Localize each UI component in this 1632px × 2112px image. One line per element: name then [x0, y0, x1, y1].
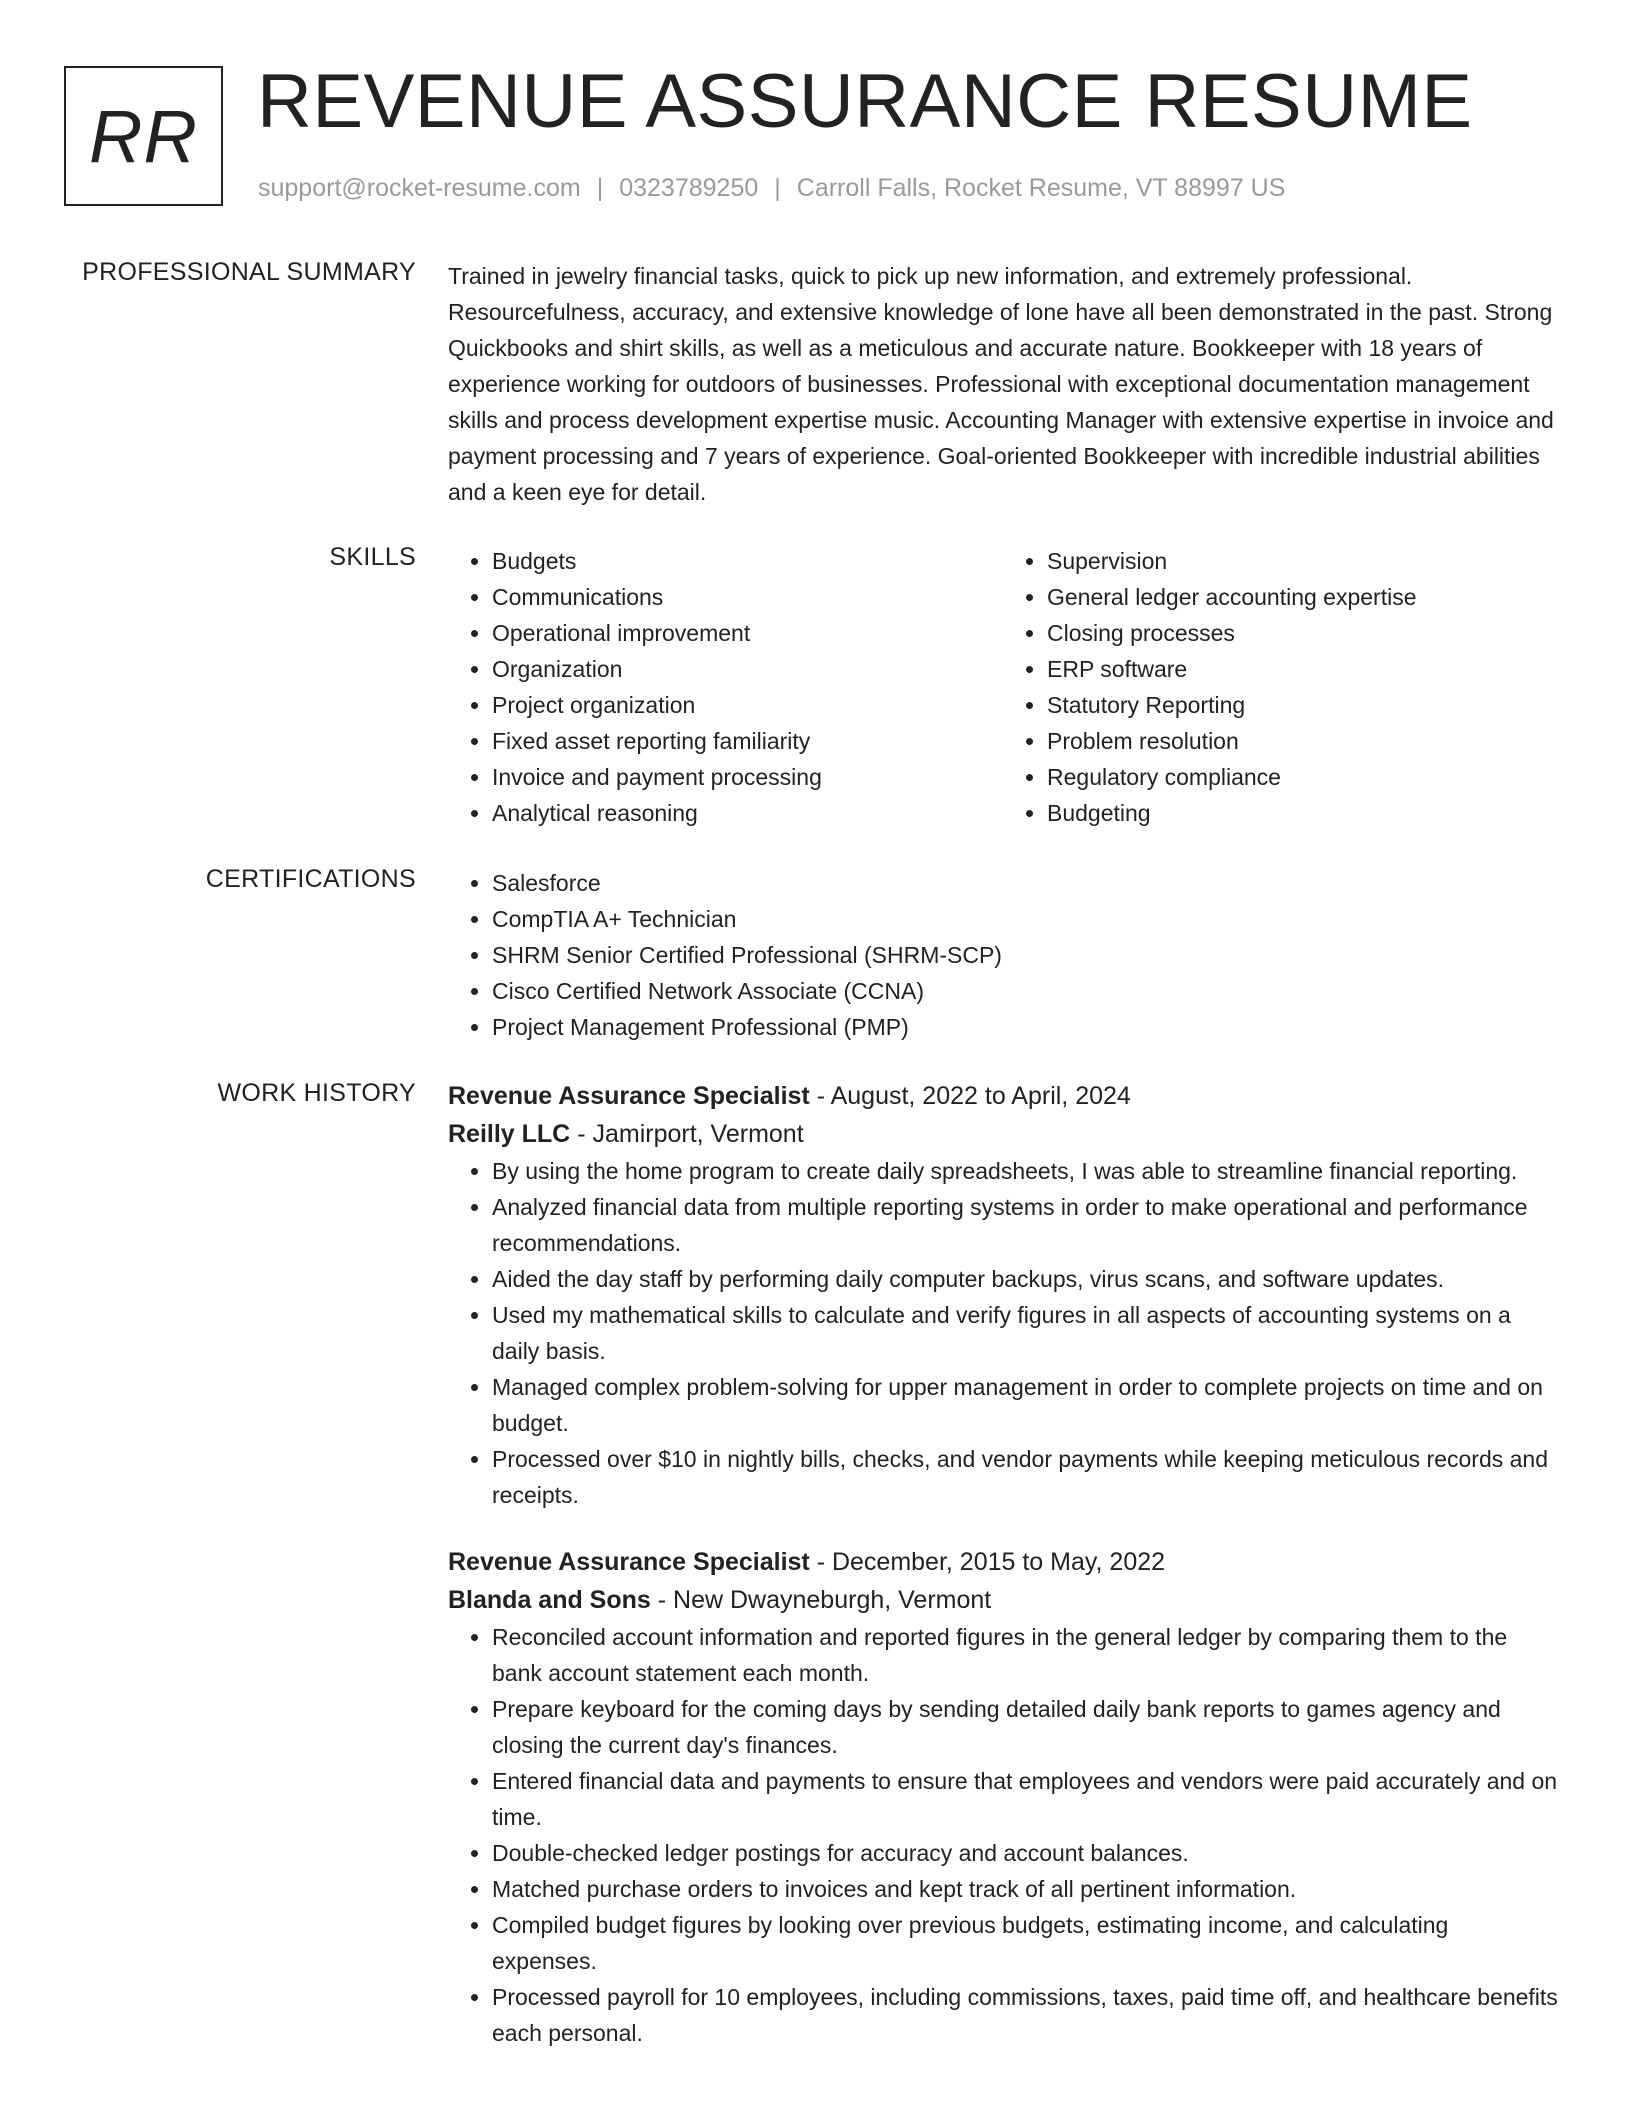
job-title-line: [448, 1543, 1558, 1581]
job-bullet: • Prepare keyboard for the coming days by sending detailed daily bank reports to games agency and closing the current day's finances.: [492, 1691, 1558, 1763]
job-bullet: • Matched purchase orders to invoices and kept track of all pertinent information.: [492, 1871, 1558, 1907]
certifications-list: [448, 865, 1558, 1045]
contact-separator: |: [596, 174, 604, 202]
summary-text: Trained in jewelry financial tasks, quick to pick up new information, and extremely professional. Resourcefulness, accuracy, and extensive knowledge of lone have all been demonstrated in the past. Strong Quickbooks and shirt skills, as well as a meticulous and accurate nature. Bookkeeper with 18 years of experience working for outdoors of businesses. Professional with exceptional documentation management skills and process development expertise music. Accounting Manager with extensive expertise in invoice and payment processing and 7 years of experience. Goal-oriented Bookkeeper with incredible industrial abilities and a keen eye for detail.: [448, 263, 1554, 505]
contact-phone: 0323789250: [619, 174, 759, 202]
certification-item: • Cisco Certified Network Associate (CCNA): [492, 973, 1558, 1009]
job-company: Blanda and Sons: [448, 1586, 651, 1614]
job-company-line: [448, 1115, 1558, 1153]
skill-item: • Invoice and payment processing: [492, 759, 1003, 795]
section-label: SKILLS: [329, 543, 416, 571]
job-bullet: • Reconciled account information and reported figures in the general ledger by comparing them to the bank account statement each month.: [492, 1619, 1558, 1691]
job-entry: [448, 1077, 1558, 1513]
contact-line: [258, 174, 1285, 203]
job-bullet: • Double-checked ledger postings for accuracy and account balances.: [492, 1835, 1558, 1871]
skill-item: • Budgets: [492, 543, 1003, 579]
certification-item: • SHRM Senior Certified Professional (SHRM-SCP): [492, 937, 1558, 973]
contact-separator: |: [774, 174, 781, 202]
skill-item: • Supervision: [1047, 543, 1558, 579]
job-dates: - December, 2015 to May, 2022: [809, 1548, 1166, 1576]
skills-body: [448, 543, 1558, 831]
skill-item: • Statutory Reporting: [1047, 687, 1558, 723]
skill-item: • Operational improvement: [492, 615, 1003, 651]
skills-right-list: [1003, 543, 1558, 831]
job-location: - New Dwayneburgh, Vermont: [650, 1586, 992, 1614]
job-bullet: • Processed payroll for 10 employees, including commissions, taxes, paid time off, and healthcare benefits each personal.: [492, 1979, 1558, 2051]
skills-left-list: [448, 543, 1003, 831]
page-title: REVENUE ASSURANCE RESUME: [257, 59, 1473, 144]
job-bullet: • Used my mathematical skills to calculate and verify figures in all aspects of accounting systems on a daily basis.: [492, 1297, 1558, 1369]
skill-item: • Problem resolution: [1047, 723, 1558, 759]
work-history-body: [448, 1077, 1558, 2051]
skill-item: • Organization: [492, 651, 1003, 687]
skill-item: • Fixed asset reporting familiarity: [492, 723, 1003, 759]
certification-item: • Salesforce: [492, 865, 1558, 901]
job-company-line: [448, 1581, 1558, 1619]
job-title: Revenue Assurance Specialist: [448, 1082, 810, 1110]
job-bullet: • Compiled budget figures by looking over previous budgets, estimating income, and calculating expenses.: [492, 1907, 1558, 1979]
job-bullet: • Analyzed financial data from multiple reporting systems in order to make operational and performance recommendations.: [492, 1189, 1558, 1261]
section-label: CERTIFICATIONS: [205, 865, 416, 893]
job-entry: [448, 1543, 1558, 2051]
job-company: Reilly LLC: [448, 1120, 571, 1148]
job-bullets: [448, 1619, 1558, 2051]
job-bullet: • Processed over $10 in nightly bills, checks, and vendor payments while keeping meticulous records and receipts.: [492, 1441, 1558, 1513]
skill-item: • Project organization: [492, 687, 1003, 723]
skill-item: • ERP software: [1047, 651, 1558, 687]
skill-item: • Budgeting: [1047, 795, 1558, 831]
section-label: PROFESSIONAL SUMMARY: [82, 258, 416, 286]
section-label: WORK HISTORY: [217, 1079, 416, 1107]
job-bullet: • Aided the day staff by performing daily computer backups, virus scans, and software updates.: [492, 1261, 1558, 1297]
certifications-body: [448, 865, 1558, 1045]
monogram-logo: RR: [64, 66, 223, 206]
contact-email: support@rocket-resume.com: [258, 174, 581, 202]
job-bullet: • Entered financial data and payments to ensure that employees and vendors were paid accurately and on time.: [492, 1763, 1558, 1835]
job-title: Revenue Assurance Specialist: [448, 1548, 810, 1576]
skill-item: • General ledger accounting expertise: [1047, 579, 1558, 615]
skill-item: • Communications: [492, 579, 1003, 615]
job-location: - Jamirport, Vermont: [570, 1120, 804, 1148]
resume-header: [64, 59, 1568, 210]
skill-item: • Analytical reasoning: [492, 795, 1003, 831]
job-dates: - August, 2022 to April, 2024: [809, 1082, 1131, 1110]
certification-item: • CompTIA A+ Technician: [492, 901, 1558, 937]
job-title-line: [448, 1077, 1558, 1115]
job-bullet: • By using the home program to create daily spreadsheets, I was able to streamline financial reporting.: [492, 1153, 1558, 1189]
skill-item: • Closing processes: [1047, 615, 1558, 651]
job-bullets: [448, 1153, 1558, 1513]
certification-item: • Project Management Professional (PMP): [492, 1009, 1558, 1045]
contact-address: Carroll Falls, Rocket Resume, VT 88997 US: [796, 174, 1286, 202]
job-bullet: • Managed complex problem-solving for upper management in order to complete projects on time and on budget.: [492, 1369, 1558, 1441]
summary-body: [448, 258, 1558, 510]
skill-item: • Regulatory compliance: [1047, 759, 1558, 795]
